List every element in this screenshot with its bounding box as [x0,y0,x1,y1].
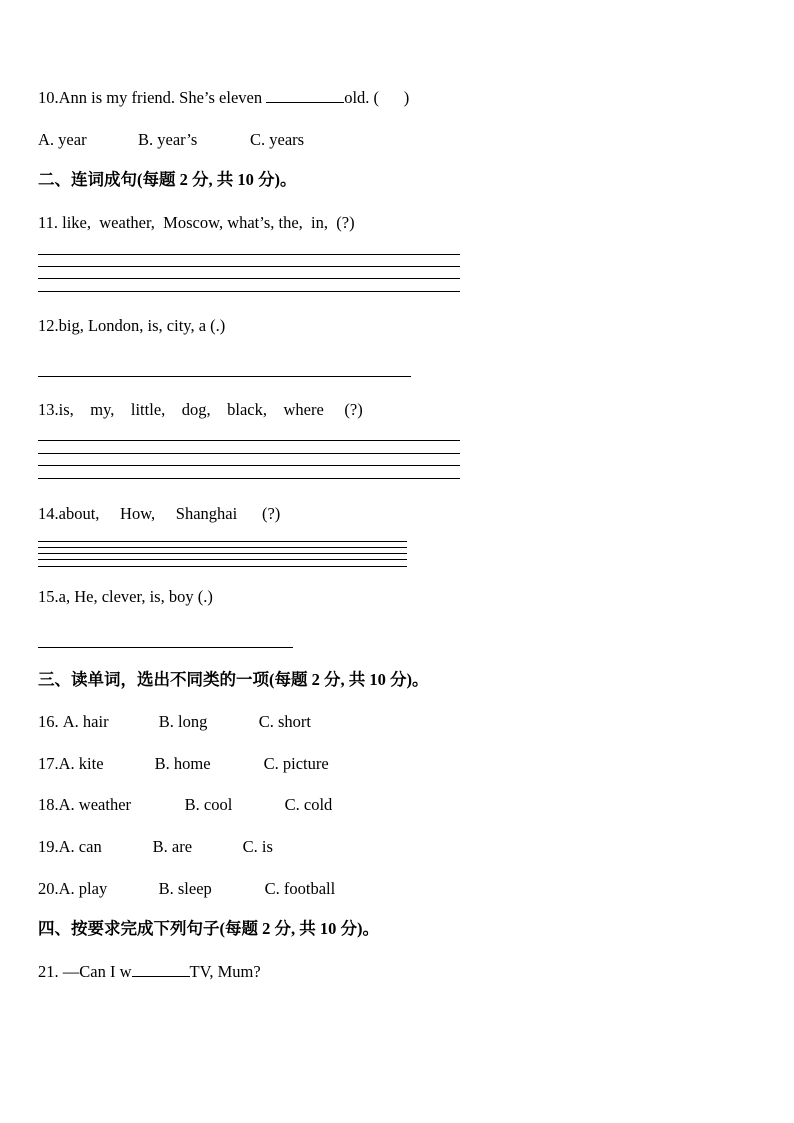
answer-line[interactable] [38,547,407,548]
option-c[interactable]: C. is [242,837,273,856]
question-13: 13.is, my, little, dog, black, where (?) [38,400,363,419]
question-17: 17.A. kite B. home C. picture [38,754,329,773]
question-16: 16. A. hair B. long C. short [38,712,312,731]
section-4-title: 四、按要求完成下列句子(每题 2 分, 共 10 分)。 [38,919,379,938]
question-18: 18.A. weather B. cool C. cold [38,795,333,814]
option-c[interactable]: C. picture [263,754,329,773]
answer-line[interactable] [38,376,411,377]
answer-line[interactable] [38,266,460,267]
answer-line[interactable] [38,291,460,292]
answer-blank[interactable] [266,88,344,103]
option-b[interactable]: B. cool [184,795,233,814]
option-c[interactable]: C. short [258,712,312,731]
option-a[interactable]: A. hair [62,712,109,731]
question-11: 11. like, weather, Moscow, what’s, the, in, (?) [38,213,355,232]
option-b[interactable]: B. sleep [158,879,212,898]
answer-line[interactable] [38,478,460,479]
option-b[interactable]: B. long [158,712,208,731]
question-12: 12.big, London, is, city, a (.) [38,316,226,335]
option-b[interactable]: B. are [152,837,193,856]
answer-line[interactable] [38,541,407,542]
option-b[interactable]: B. year’s [138,130,198,149]
answer-line[interactable] [38,553,407,554]
answer-line[interactable] [38,647,293,648]
option-a[interactable]: A. play [58,879,108,898]
option-b[interactable]: B. home [154,754,211,773]
answer-line[interactable] [38,254,460,255]
section-2-title: 二、连词成句(每题 2 分, 共 10 分)。 [38,170,297,189]
answer-line[interactable] [38,559,407,560]
question-21: 21. —Can I w TV, Mum? [38,962,261,981]
option-c[interactable]: C. football [264,879,336,898]
answer-line[interactable] [38,453,460,454]
question-14: 14.about, How, Shanghai (?) [38,504,281,523]
option-a[interactable]: A. year [38,130,87,149]
answer-line[interactable] [38,278,460,279]
option-a[interactable]: A. weather [58,795,132,814]
question-20: 20.A. play B. sleep C. football [38,879,336,898]
section-3-title: 三、读单词，选出不同类的一项(每题 2 分, 共 10 分)。 [38,670,429,689]
answer-line[interactable] [38,566,407,567]
question-10-options [38,130,304,150]
answer-line[interactable] [38,465,460,466]
option-a[interactable]: A. can [58,837,102,856]
answer-line[interactable] [38,440,460,441]
question-10: 10.Ann is my friend. She’s eleven old. ( ) [38,88,410,107]
option-a[interactable]: A. kite [58,754,104,773]
option-c[interactable]: C. years [250,130,305,149]
answer-blank[interactable] [132,962,190,977]
question-19: 19.A. can B. are C. is [38,837,273,856]
option-c[interactable]: C. cold [284,795,333,814]
question-15: 15.a, He, clever, is, boy (.) [38,587,213,606]
